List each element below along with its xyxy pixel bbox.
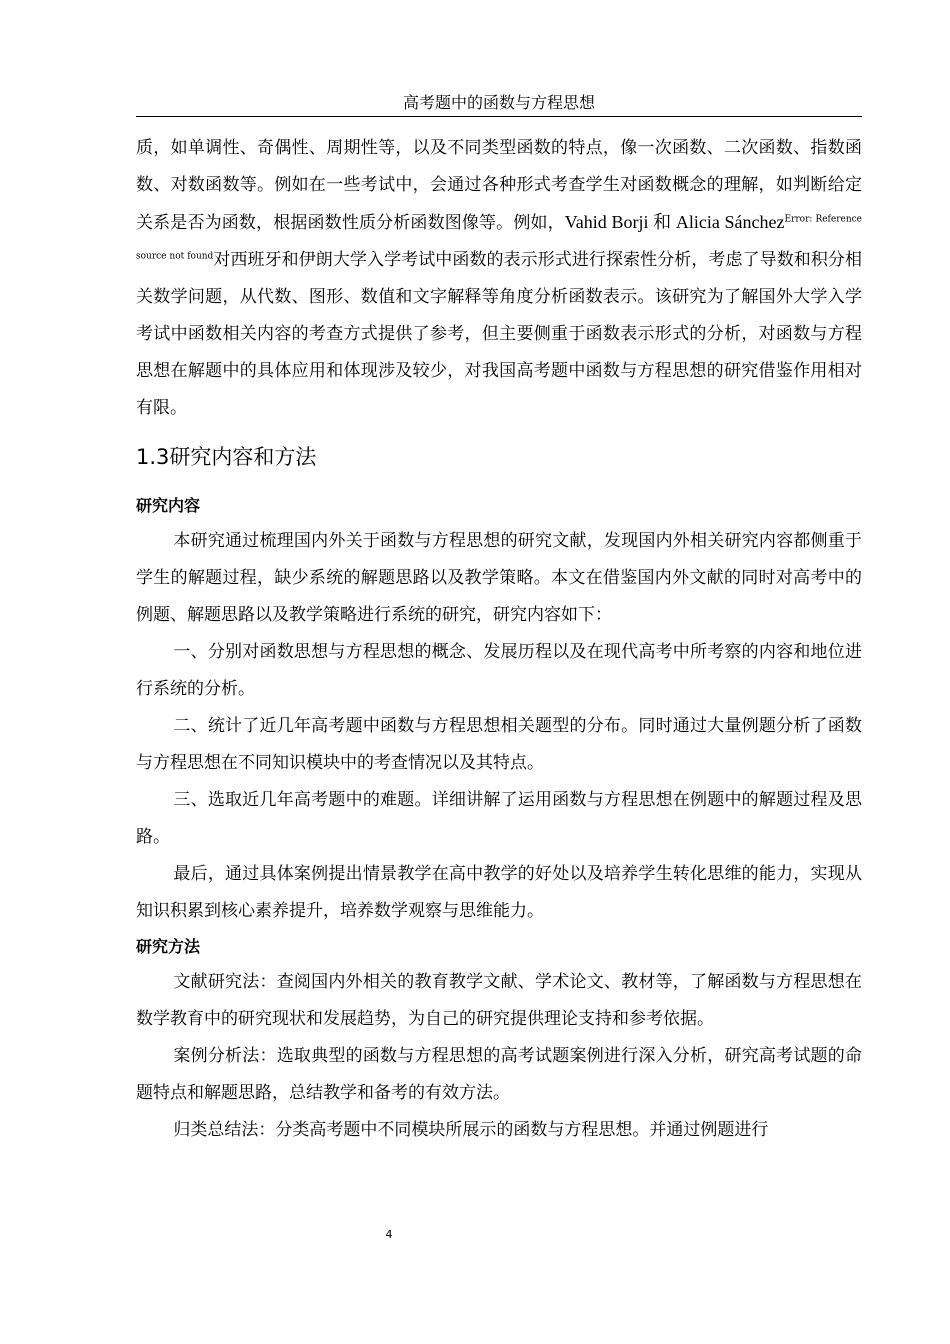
paragraph: 最后，通过具体案例提出情景教学在高中教学的好处以及培养学生转化思维的能力，实现从知识积累到核心素养提升，培养数学观察与思维能力。 (136, 864, 862, 921)
reference-error-marker: Error: Reference source not found (136, 214, 862, 262)
running-header: 高考题中的函数与方程思想 (136, 92, 862, 117)
paragraph-text: 对西班牙和伊朗大学入学考试中函数的表示形式进行探索性分析，考虑了导数和积分相关数学问题，从代数、图形、数值和文字解释等角度分析函数表示。该研究为了解国外大学入学考试中函数相关内容的考查方式提供了参考，但主要侧重于函数表示形式的分析，对函数与方程思想在解题中的具体应用和体现涉及较少，对我国高考题中函数与方程思想的研究借鉴作用相对有限。 (136, 250, 862, 418)
paragraph-text: 质，如单调性、奇偶性、周期性等，以及不同类型函数的特点，像一次函数、二次函数、指数函数、对数函数等。例如在一些考试中，会通过各种形式考查学生对函数概念的理解，如判断给定关系是否为函数，根据函数性质分析函数图像等。例如， (136, 138, 862, 233)
paragraph-method: 文献研究法：查阅国内外相关的教育教学文献、学术论文、教材等，了解函数与方程思想在数学教育中的研究现状和发展趋势，为自己的研究提供理论支持和参考依据。 (136, 972, 862, 1029)
list-item: 三、选取近几年高考题中的难题。详细讲解了运用函数与方程思想在例题中的解题过程及思路。 (136, 790, 862, 847)
list-item: 二、统计了近几年高考题中函数与方程思想相关题型的分布。同时通过大量例题分析了函数与方程思想在不同知识模块中的考查情况以及其特点。 (136, 716, 862, 773)
paragraph: 本研究通过梳理国内外关于函数与方程思想的研究文献，发现国内外相关研究内容都侧重于学生的解题过程，缺少系统的解题思路以及教学策略。本文在借鉴国内外文献的同时对高考中的例题、解题思路以及教学策略进行系统的研究，研究内容如下： (136, 531, 862, 625)
section-heading: 1.3研究内容和方法 (136, 445, 317, 469)
paragraph-literature-review (136, 130, 862, 427)
paragraph-method: 归类总结法：分类高考题中不同模块所展示的函数与方程思想。并通过例题进行 (173, 1120, 769, 1140)
page-number: 4 (385, 1228, 393, 1241)
author-names: Vahid Borji 和 Alicia Sánchez (564, 212, 785, 232)
subheading-research-content: 研究内容 (136, 496, 201, 515)
subheading-research-method: 研究方法 (136, 937, 201, 956)
list-item: 一、分别对函数思想与方程思想的概念、发展历程以及在现代高考中所考察的内容和地位进行系统的分析。 (136, 642, 862, 699)
paragraph-method: 案例分析法：选取典型的函数与方程思想的高考试题案例进行深入分析，研究高考试题的命题特点和解题思路，总结教学和备考的有效方法。 (136, 1046, 862, 1103)
document-body (136, 130, 862, 1149)
